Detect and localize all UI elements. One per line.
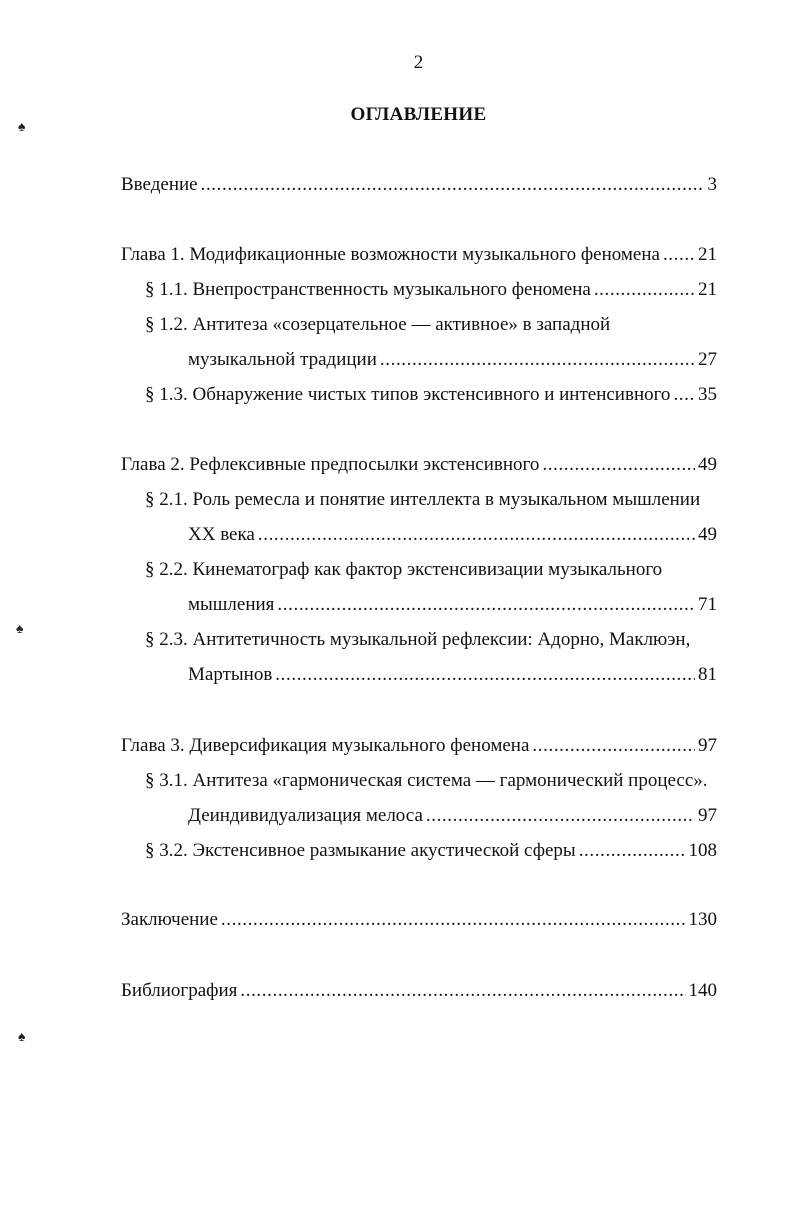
toc-entry-section-2-3-line2 (188, 662, 717, 688)
toc-entry-section-3-1-line1 (145, 768, 717, 794)
toc-page: 140 (688, 980, 717, 1001)
toc-page: 71 (698, 594, 717, 615)
toc-label: § 1.3. Обнаружение чистых типов экстенсивного и интенсивного (145, 384, 671, 405)
page-title: ОГЛАВЛЕНИЕ (350, 104, 487, 125)
toc-label: § 3.2. Экстенсивное размыкание акустической сферы (145, 840, 576, 861)
toc-page: 27 (698, 349, 717, 370)
toc-page: 97 (698, 805, 717, 826)
toc-label: § 1.2. Антитеза «созерцательное — активное» в западной (145, 314, 611, 335)
toc-label: Библиография (121, 980, 238, 1001)
toc-label: Глава 1. Модификационные возможности музыкального феномена (121, 244, 660, 265)
toc-label: Глава 3. Диверсификация музыкального феномена (121, 735, 530, 756)
toc-label: Глава 2. Рефлексивные предпосылки экстенсивного (121, 454, 540, 475)
toc-label: Введение (121, 174, 198, 195)
dot-leader (277, 592, 695, 618)
dot-leader (258, 522, 695, 548)
toc-label: Мартынов (188, 664, 273, 685)
toc-entry-bibliography (121, 978, 717, 1004)
toc-entry-section-2-2-line1 (145, 557, 717, 583)
toc-page: 3 (707, 174, 717, 195)
toc-label: § 1.1. Внепространственность музыкального феномена (145, 279, 591, 300)
toc-page: 130 (688, 909, 717, 930)
toc-page: 81 (698, 664, 717, 685)
toc-entry-section-2-2-line2 (188, 592, 717, 618)
dot-leader (221, 907, 686, 933)
toc-label: мышления (188, 594, 275, 615)
dot-leader (532, 733, 695, 759)
toc-page: 49 (698, 524, 717, 545)
toc-entry-section-1-2-line2 (188, 347, 717, 373)
toc-entry-chapter-3 (121, 733, 717, 759)
toc-label: музыкальной традиции (188, 349, 377, 370)
scan-speck: ♠ (18, 120, 26, 135)
dot-leader (579, 838, 686, 864)
toc-entry-section-2-3-line1 (145, 627, 717, 653)
dot-leader (380, 347, 695, 373)
toc-label: XX века (188, 524, 255, 545)
toc-page: 35 (698, 384, 717, 405)
toc-entry-section-1-1 (145, 277, 717, 303)
dot-leader (673, 382, 695, 408)
toc-page: 21 (698, 244, 717, 265)
toc-entry-section-3-1-line2 (188, 803, 717, 829)
toc-page: 108 (688, 840, 717, 861)
scan-speck: ♠ (18, 1030, 26, 1045)
toc-label: § 2.2. Кинематограф как фактор экстенсивизации музыкального (145, 559, 663, 580)
toc-entry-section-1-2-line1 (145, 312, 717, 338)
toc-entry-section-2-1-line2 (188, 522, 717, 548)
toc-page: 49 (698, 454, 717, 475)
toc-page: 21 (698, 279, 717, 300)
toc-label: Заключение (121, 909, 218, 930)
scan-speck: ♠ (16, 622, 24, 637)
toc-entry-chapter-2 (121, 452, 717, 478)
toc-label: § 2.1. Роль ремесла и понятие интеллекта в музыкальном мышлении (145, 489, 701, 510)
toc-page: 97 (698, 735, 717, 756)
dot-leader (201, 172, 705, 198)
toc-entry-section-3-2 (145, 838, 717, 864)
toc-entry-section-1-3 (145, 382, 717, 408)
toc-entry-intro (121, 172, 717, 198)
dot-leader (240, 978, 685, 1004)
dot-leader (663, 242, 695, 268)
dot-leader (275, 662, 695, 688)
dot-leader (426, 803, 695, 829)
toc-entry-section-2-1-line1 (145, 487, 717, 513)
toc-label: § 2.3. Антитетичность музыкальной рефлексии: Адорно, Маклюэн, (145, 629, 691, 650)
toc-label: Деиндивидуализация мелоса (188, 805, 423, 826)
toc-entry-conclusion (121, 907, 717, 933)
toc-label: § 3.1. Антитеза «гармоническая система — гармонический процесс». (145, 770, 708, 791)
dot-leader (594, 277, 695, 303)
dot-leader (542, 452, 695, 478)
toc-entry-chapter-1 (121, 242, 717, 268)
page-number: 2 (413, 52, 424, 73)
